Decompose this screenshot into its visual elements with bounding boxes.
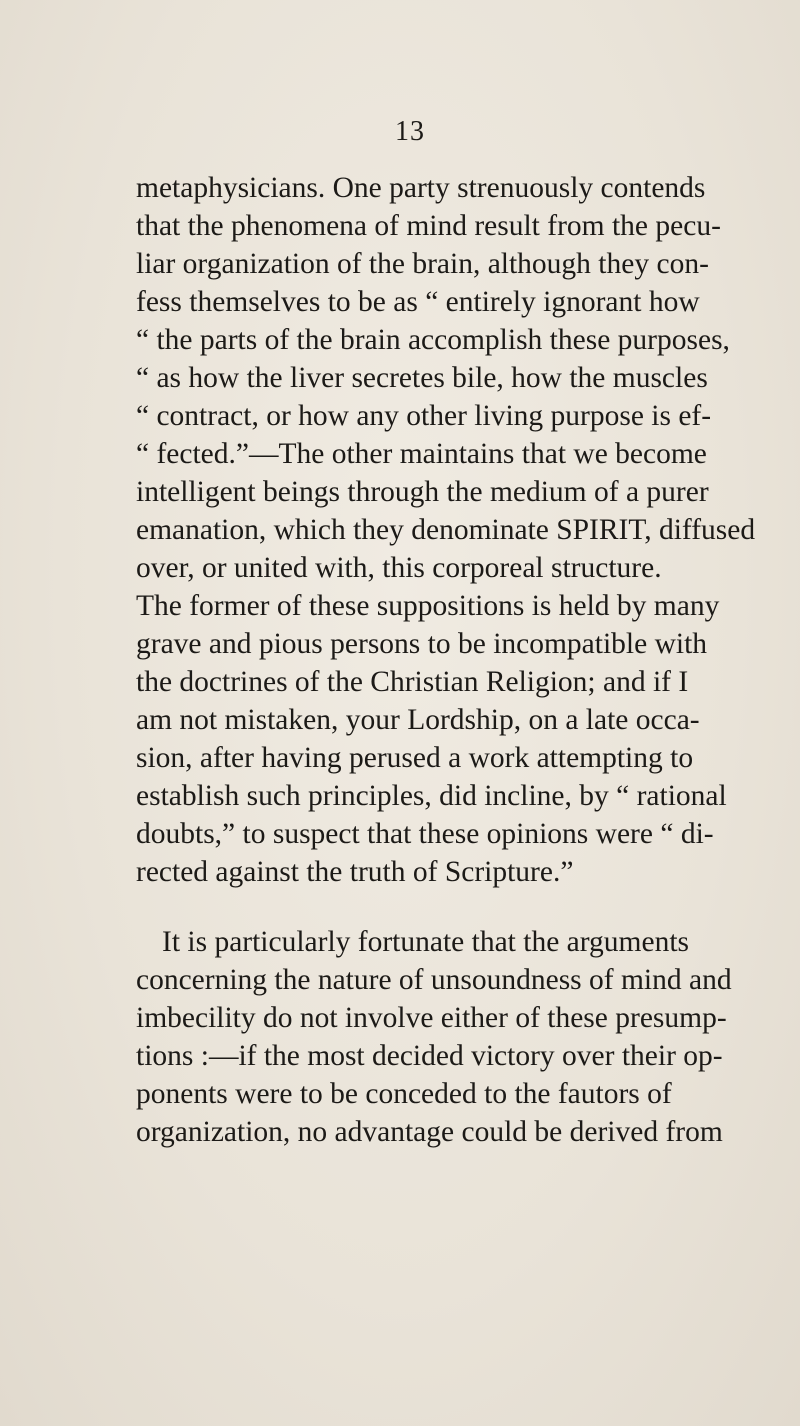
page-number: 13	[395, 116, 425, 147]
text-line: “ the parts of the brain accomplish these purposes,	[136, 324, 730, 356]
text-line: organization, no advantage could be derived from	[136, 1116, 723, 1148]
text-line: am not mistaken, your Lordship, on a late occa-	[136, 704, 700, 736]
text-line: doubts,” to suspect that these opinions were “ di-	[136, 818, 714, 850]
text-line: emanation, which they denominate SPIRIT, diffused	[136, 514, 756, 546]
text-line: over, or united with, this corporeal structure.	[136, 552, 662, 584]
text-line: metaphysicians. One party strenuously contends	[136, 172, 706, 204]
text-line: fess themselves to be as “ entirely ignorant how	[136, 286, 700, 318]
text-line: rected against the truth of Scripture.”	[136, 856, 574, 888]
text-line: The former of these suppositions is held by many	[136, 590, 720, 622]
text-line: “ contract, or how any other living purpose is ef-	[136, 400, 712, 432]
text-line: intelligent beings through the medium of a purer	[136, 476, 709, 508]
text-line: sion, after having perused a work attempting to	[136, 742, 694, 774]
text-line: tions :—if the most decided victory over their op-	[136, 1040, 723, 1072]
text-line: the doctrines of the Christian Religion; and if I	[136, 666, 689, 698]
text-line: “ as how the liver secretes bile, how the muscles	[136, 362, 708, 394]
text-line: grave and pious persons to be incompatible with	[136, 628, 708, 660]
text-line: liar organization of the brain, although they con-	[136, 248, 709, 280]
text-line: establish such principles, did incline, by “ rational	[136, 780, 727, 812]
text-line: that the phenomena of mind result from the pecu-	[136, 210, 721, 242]
text-line: concerning the nature of unsoundness of mind and	[136, 964, 732, 996]
text-line: It is particularly fortunate that the arguments	[162, 926, 690, 958]
text-line: imbecility do not involve either of these presump-	[136, 1002, 727, 1034]
text-line: “ fected.”—The other maintains that we become	[136, 438, 707, 470]
text-line: ponents were to be conceded to the fautors of	[136, 1078, 672, 1110]
